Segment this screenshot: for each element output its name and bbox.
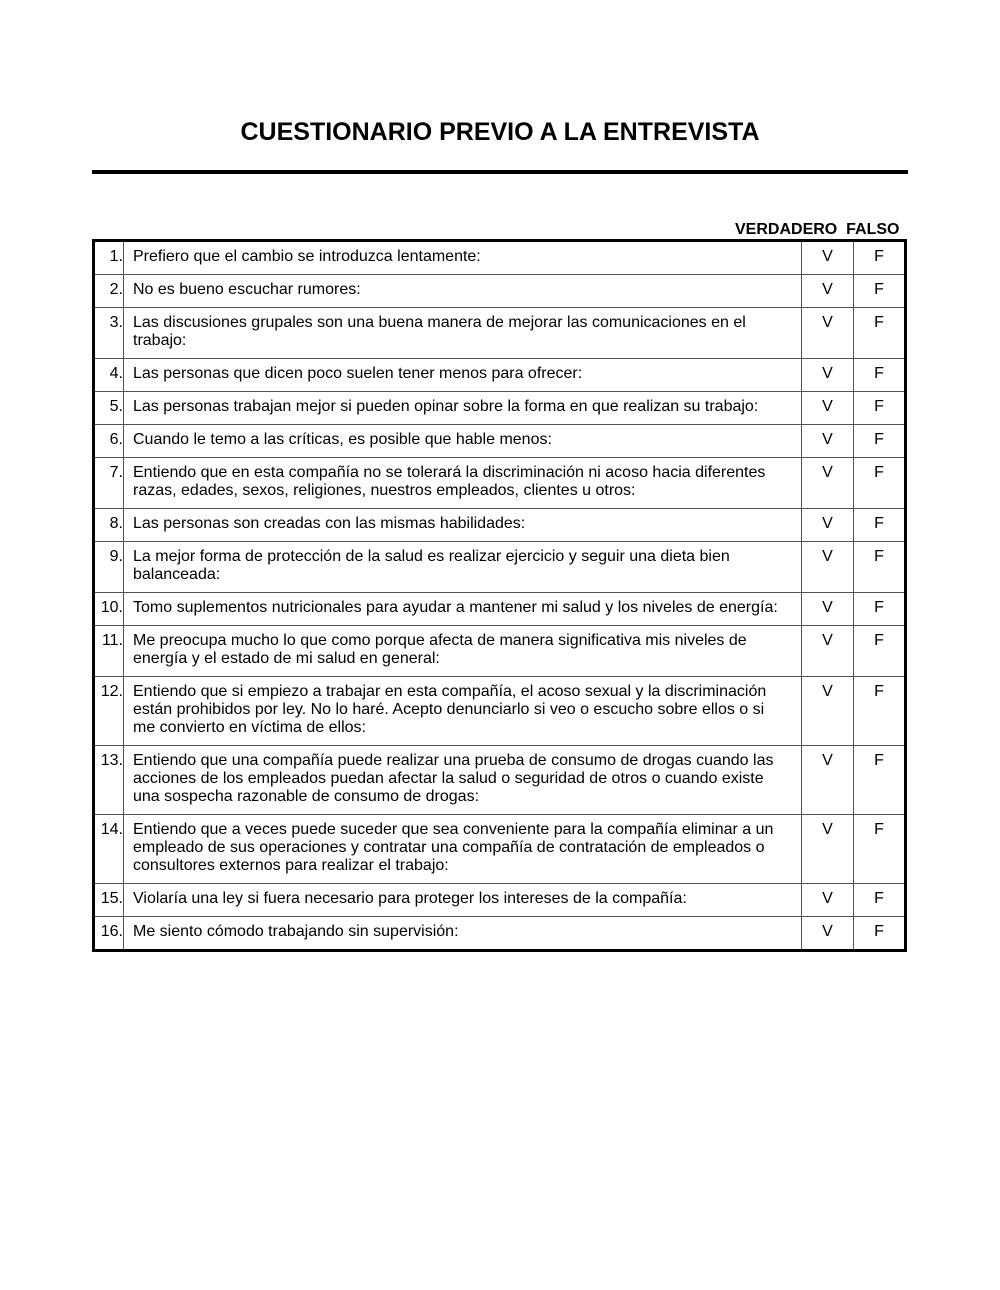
question-text: Me preocupa mucho lo que como porque afecta de manera significativa mis niveles de energía y el estado de mi salud en general: <box>124 626 802 677</box>
true-option[interactable]: V <box>802 425 854 458</box>
question-text: Entiendo que en esta compañía no se tolerará la discriminación ni acoso hacia diferentes razas, edades, sexos, religiones, nuestros empleados, clientes u otros: <box>124 458 802 509</box>
true-option[interactable]: V <box>802 308 854 359</box>
false-option[interactable]: F <box>854 626 906 677</box>
false-option[interactable]: F <box>854 815 906 884</box>
question-text: Entiendo que una compañía puede realizar una prueba de consumo de drogas cuando las acciones de los empleados puedan afectar la salud o seguridad de otros o cuando existe una sospecha razonable de consumo de drogas: <box>124 746 802 815</box>
question-number: 3. <box>94 308 124 359</box>
question-row <box>94 308 906 359</box>
true-option[interactable]: V <box>802 509 854 542</box>
true-option[interactable]: V <box>802 593 854 626</box>
true-option[interactable]: V <box>802 917 854 951</box>
question-row <box>94 917 906 951</box>
question-row <box>94 458 906 509</box>
question-row <box>94 542 906 593</box>
true-option[interactable]: V <box>802 275 854 308</box>
false-option[interactable]: F <box>854 275 906 308</box>
question-number: 14. <box>94 815 124 884</box>
false-option[interactable]: F <box>854 542 906 593</box>
false-option[interactable]: F <box>854 746 906 815</box>
question-text: Las personas son creadas con las mismas habilidades: <box>124 509 802 542</box>
true-option[interactable]: V <box>802 542 854 593</box>
question-number: 2. <box>94 275 124 308</box>
question-number: 9. <box>94 542 124 593</box>
question-text: Cuando le temo a las críticas, es posible que hable menos: <box>124 425 802 458</box>
question-text: Entiendo que si empiezo a trabajar en esta compañía, el acoso sexual y la discriminación están prohibidos por ley. No lo haré. Acepto denunciarlo si veo o escucho sobre ellos o si me convierto en víctima de ellos: <box>124 677 802 746</box>
false-option[interactable]: F <box>854 308 906 359</box>
false-option[interactable]: F <box>854 917 906 951</box>
false-option[interactable]: F <box>854 884 906 917</box>
question-number: 13. <box>94 746 124 815</box>
question-text: Violaría una ley si fuera necesario para proteger los intereses de la compañía: <box>124 884 802 917</box>
question-row <box>94 815 906 884</box>
question-number: 6. <box>94 425 124 458</box>
question-row <box>94 392 906 425</box>
question-row <box>94 884 906 917</box>
question-text: Prefiero que el cambio se introduzca lentamente: <box>124 241 802 275</box>
true-column-header: VERDADERO <box>735 221 838 238</box>
question-row <box>94 677 906 746</box>
false-option[interactable]: F <box>854 392 906 425</box>
true-option[interactable]: V <box>802 884 854 917</box>
true-option[interactable]: V <box>802 241 854 275</box>
false-column-header: FALSO <box>846 221 900 238</box>
question-text: Tomo suplementos nutricionales para ayudar a mantener mi salud y los niveles de energía: <box>124 593 802 626</box>
false-option[interactable]: F <box>854 425 906 458</box>
page-title: CUESTIONARIO PREVIO A LA ENTREVISTA <box>240 118 760 146</box>
question-row <box>94 509 906 542</box>
true-option[interactable]: V <box>802 677 854 746</box>
question-number: 4. <box>94 359 124 392</box>
question-number: 8. <box>94 509 124 542</box>
true-option[interactable]: V <box>802 815 854 884</box>
title-divider <box>92 170 908 174</box>
question-row <box>94 746 906 815</box>
question-text: No es bueno escuchar rumores: <box>124 275 802 308</box>
question-row <box>94 359 906 392</box>
question-text: Las discusiones grupales son una buena manera de mejorar las comunicaciones en el trabajo: <box>124 308 802 359</box>
question-number: 15. <box>94 884 124 917</box>
question-number: 11. <box>94 626 124 677</box>
question-text: Las personas que dicen poco suelen tener menos para ofrecer: <box>124 359 802 392</box>
question-text: Las personas trabajan mejor si pueden opinar sobre la forma en que realizan su trabajo: <box>124 392 802 425</box>
true-option[interactable]: V <box>802 626 854 677</box>
question-row <box>94 626 906 677</box>
column-headers <box>735 221 899 239</box>
question-number: 16. <box>94 917 124 951</box>
questionnaire-table <box>92 239 907 952</box>
true-option[interactable]: V <box>802 746 854 815</box>
question-row <box>94 593 906 626</box>
true-option[interactable]: V <box>802 458 854 509</box>
false-option[interactable]: F <box>854 509 906 542</box>
question-number: 7. <box>94 458 124 509</box>
true-option[interactable]: V <box>802 359 854 392</box>
question-text: Entiendo que a veces puede suceder que sea conveniente para la compañía eliminar a un empleado de sus operaciones y contratar una compañía de contratación de empleados o consultores externos para realizar el trabajo: <box>124 815 802 884</box>
question-number: 1. <box>94 241 124 275</box>
false-option[interactable]: F <box>854 593 906 626</box>
question-row <box>94 241 906 275</box>
false-option[interactable]: F <box>854 458 906 509</box>
false-option[interactable]: F <box>854 677 906 746</box>
question-text: La mejor forma de protección de la salud es realizar ejercicio y seguir una dieta bien balanceada: <box>124 542 802 593</box>
false-option[interactable]: F <box>854 359 906 392</box>
question-number: 5. <box>94 392 124 425</box>
question-row <box>94 425 906 458</box>
question-text: Me siento cómodo trabajando sin supervisión: <box>124 917 802 951</box>
question-number: 12. <box>94 677 124 746</box>
true-option[interactable]: V <box>802 392 854 425</box>
question-number: 10. <box>94 593 124 626</box>
question-row <box>94 275 906 308</box>
false-option[interactable]: F <box>854 241 906 275</box>
